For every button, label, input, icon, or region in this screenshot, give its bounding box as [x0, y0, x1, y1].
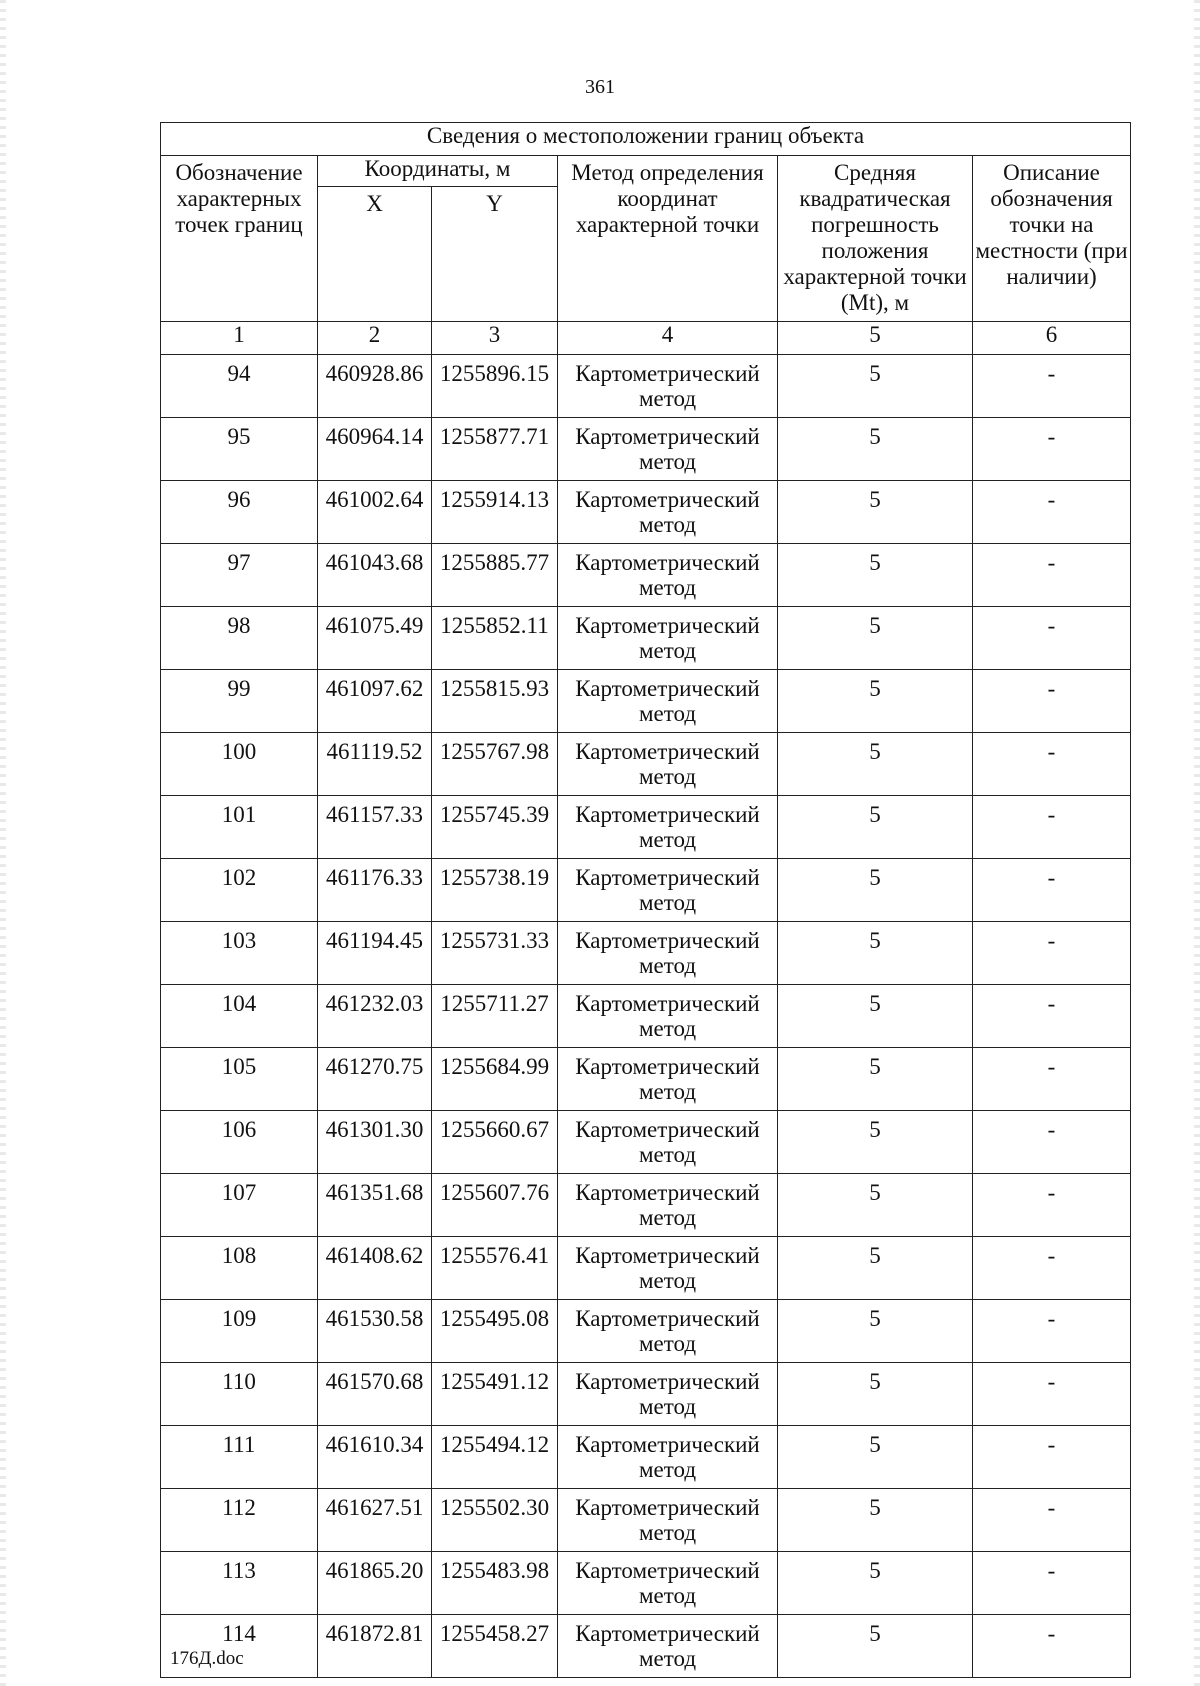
description-cell: - [973, 859, 1131, 922]
method-cell: Картометрический метод [558, 985, 778, 1048]
column-number: 3 [432, 322, 558, 355]
x-coordinate-cell: 461232.03 [318, 985, 432, 1048]
y-coordinate-cell: 1255607.76 [432, 1174, 558, 1237]
error-cell: 5 [778, 1174, 973, 1237]
table-row [161, 355, 1131, 418]
x-coordinate-cell: 461194.45 [318, 922, 432, 985]
method-cell: Картометрический метод [558, 1363, 778, 1426]
method-cell: Картометрический метод [558, 1237, 778, 1300]
point-id-cell: 108 [161, 1237, 318, 1300]
method-cell: Картометрический метод [558, 733, 778, 796]
error-cell: 5 [778, 355, 973, 418]
x-coordinate-cell: 461301.30 [318, 1111, 432, 1174]
table-row [161, 1363, 1131, 1426]
column-number: 2 [318, 322, 432, 355]
scan-edge-right [1194, 0, 1200, 1686]
x-coordinate-cell: 461119.52 [318, 733, 432, 796]
method-cell: Картометрический метод [558, 1552, 778, 1615]
header-x: X [318, 187, 432, 322]
table-row [161, 1048, 1131, 1111]
method-cell: Картометрический метод [558, 1111, 778, 1174]
x-coordinate-cell: 461865.20 [318, 1552, 432, 1615]
point-id-cell: 102 [161, 859, 318, 922]
y-coordinate-cell: 1255896.15 [432, 355, 558, 418]
header-description: Описание обозначения точки на местности (при наличии) [973, 156, 1131, 322]
x-coordinate-cell: 461351.68 [318, 1174, 432, 1237]
error-cell: 5 [778, 670, 973, 733]
method-cell: Картометрический метод [558, 859, 778, 922]
point-id-cell: 94 [161, 355, 318, 418]
method-cell: Картометрический метод [558, 922, 778, 985]
y-coordinate-cell: 1255852.11 [432, 607, 558, 670]
x-coordinate-cell: 461408.62 [318, 1237, 432, 1300]
y-coordinate-cell: 1255815.93 [432, 670, 558, 733]
point-id-cell: 105 [161, 1048, 318, 1111]
method-cell: Картометрический метод [558, 1489, 778, 1552]
table-row [161, 1489, 1131, 1552]
error-cell: 5 [778, 607, 973, 670]
error-cell: 5 [778, 1237, 973, 1300]
x-coordinate-cell: 461530.58 [318, 1300, 432, 1363]
x-coordinate-cell: 461270.75 [318, 1048, 432, 1111]
point-id-cell: 111 [161, 1426, 318, 1489]
y-coordinate-cell: 1255483.98 [432, 1552, 558, 1615]
x-coordinate-cell: 461570.68 [318, 1363, 432, 1426]
method-cell: Картометрический метод [558, 1300, 778, 1363]
error-cell: 5 [778, 1552, 973, 1615]
column-number: 4 [558, 322, 778, 355]
y-coordinate-cell: 1255745.39 [432, 796, 558, 859]
error-cell: 5 [778, 544, 973, 607]
table-row [161, 796, 1131, 859]
error-cell: 5 [778, 733, 973, 796]
description-cell: - [973, 544, 1131, 607]
method-cell: Картометрический метод [558, 481, 778, 544]
point-id-cell: 97 [161, 544, 318, 607]
header-point-id: Обозначение характерных точек границ [161, 156, 318, 322]
x-coordinate-cell: 461610.34 [318, 1426, 432, 1489]
method-cell: Картометрический метод [558, 355, 778, 418]
column-number-row [161, 322, 1131, 355]
y-coordinate-cell: 1255914.13 [432, 481, 558, 544]
method-cell: Картометрический метод [558, 1048, 778, 1111]
x-coordinate-cell: 461097.62 [318, 670, 432, 733]
error-cell: 5 [778, 859, 973, 922]
table-row [161, 985, 1131, 1048]
error-cell: 5 [778, 796, 973, 859]
error-cell: 5 [778, 481, 973, 544]
footer-filename: 176Д.doc [170, 1648, 244, 1669]
point-id-cell: 104 [161, 985, 318, 1048]
table-row [161, 1111, 1131, 1174]
description-cell: - [973, 1615, 1131, 1678]
y-coordinate-cell: 1255494.12 [432, 1426, 558, 1489]
method-cell: Картометрический метод [558, 607, 778, 670]
table-row [161, 544, 1131, 607]
description-cell: - [973, 355, 1131, 418]
error-cell: 5 [778, 1048, 973, 1111]
method-cell: Картометрический метод [558, 544, 778, 607]
y-coordinate-cell: 1255495.08 [432, 1300, 558, 1363]
y-coordinate-cell: 1255767.98 [432, 733, 558, 796]
column-number: 6 [973, 322, 1131, 355]
y-coordinate-cell: 1255711.27 [432, 985, 558, 1048]
table-row [161, 859, 1131, 922]
y-coordinate-cell: 1255660.67 [432, 1111, 558, 1174]
y-coordinate-cell: 1255885.77 [432, 544, 558, 607]
point-id-cell: 113 [161, 1552, 318, 1615]
x-coordinate-cell: 461872.81 [318, 1615, 432, 1678]
y-coordinate-cell: 1255502.30 [432, 1489, 558, 1552]
point-id-cell: 112 [161, 1489, 318, 1552]
header-y: Y [432, 187, 558, 322]
method-cell: Картометрический метод [558, 1426, 778, 1489]
point-id-cell: 95 [161, 418, 318, 481]
x-coordinate-cell: 461157.33 [318, 796, 432, 859]
column-number: 5 [778, 322, 973, 355]
point-id-cell: 96 [161, 481, 318, 544]
description-cell: - [973, 985, 1131, 1048]
table-row [161, 1237, 1131, 1300]
point-id-cell: 107 [161, 1174, 318, 1237]
table-title: Сведения о местоположении границ объекта [161, 123, 1131, 156]
y-coordinate-cell: 1255731.33 [432, 922, 558, 985]
description-cell: - [973, 1237, 1131, 1300]
point-id-cell: 100 [161, 733, 318, 796]
error-cell: 5 [778, 418, 973, 481]
x-coordinate-cell: 461627.51 [318, 1489, 432, 1552]
y-coordinate-cell: 1255491.12 [432, 1363, 558, 1426]
description-cell: - [973, 1048, 1131, 1111]
description-cell: - [973, 607, 1131, 670]
method-cell: Картометрический метод [558, 1615, 778, 1678]
description-cell: - [973, 1111, 1131, 1174]
description-cell: - [973, 733, 1131, 796]
table-row [161, 1174, 1131, 1237]
header-method: Метод определения координат характерной точки [558, 156, 778, 322]
point-id-cell: 99 [161, 670, 318, 733]
y-coordinate-cell: 1255458.27 [432, 1615, 558, 1678]
table-row [161, 670, 1131, 733]
scan-edge-left [0, 0, 6, 1686]
header-coordinates: Координаты, м [318, 156, 558, 187]
boundary-coordinates-table [160, 122, 1131, 1678]
description-cell: - [973, 922, 1131, 985]
description-cell: - [973, 1426, 1131, 1489]
error-cell: 5 [778, 1426, 973, 1489]
point-id-cell: 103 [161, 922, 318, 985]
table-row [161, 1615, 1131, 1678]
description-cell: - [973, 1174, 1131, 1237]
table-row [161, 607, 1131, 670]
error-cell: 5 [778, 1363, 973, 1426]
page-number: 361 [585, 76, 615, 98]
error-cell: 5 [778, 1300, 973, 1363]
description-cell: - [973, 1552, 1131, 1615]
x-coordinate-cell: 461075.49 [318, 607, 432, 670]
point-id-cell: 114 [161, 1615, 318, 1678]
method-cell: Картометрический метод [558, 1174, 778, 1237]
error-cell: 5 [778, 922, 973, 985]
table-row [161, 1426, 1131, 1489]
table-row [161, 418, 1131, 481]
description-cell: - [973, 418, 1131, 481]
table-row [161, 1300, 1131, 1363]
x-coordinate-cell: 461002.64 [318, 481, 432, 544]
x-coordinate-cell: 460964.14 [318, 418, 432, 481]
description-cell: - [973, 481, 1131, 544]
table-body [161, 355, 1131, 1678]
error-cell: 5 [778, 1615, 973, 1678]
table-row [161, 733, 1131, 796]
description-cell: - [973, 1300, 1131, 1363]
x-coordinate-cell: 460928.86 [318, 355, 432, 418]
method-cell: Картометрический метод [558, 796, 778, 859]
point-id-cell: 101 [161, 796, 318, 859]
description-cell: - [973, 1489, 1131, 1552]
description-cell: - [973, 796, 1131, 859]
description-cell: - [973, 670, 1131, 733]
y-coordinate-cell: 1255877.71 [432, 418, 558, 481]
x-coordinate-cell: 461176.33 [318, 859, 432, 922]
y-coordinate-cell: 1255684.99 [432, 1048, 558, 1111]
error-cell: 5 [778, 1489, 973, 1552]
header-error: Средняя квадратическая погрешность положения характерной точки (Mt), м [778, 156, 973, 322]
y-coordinate-cell: 1255738.19 [432, 859, 558, 922]
error-cell: 5 [778, 985, 973, 1048]
point-id-cell: 98 [161, 607, 318, 670]
column-number: 1 [161, 322, 318, 355]
description-cell: - [973, 1363, 1131, 1426]
table-row [161, 922, 1131, 985]
table-row [161, 481, 1131, 544]
table-row [161, 1552, 1131, 1615]
method-cell: Картометрический метод [558, 418, 778, 481]
point-id-cell: 109 [161, 1300, 318, 1363]
y-coordinate-cell: 1255576.41 [432, 1237, 558, 1300]
method-cell: Картометрический метод [558, 670, 778, 733]
point-id-cell: 110 [161, 1363, 318, 1426]
error-cell: 5 [778, 1111, 973, 1174]
x-coordinate-cell: 461043.68 [318, 544, 432, 607]
point-id-cell: 106 [161, 1111, 318, 1174]
